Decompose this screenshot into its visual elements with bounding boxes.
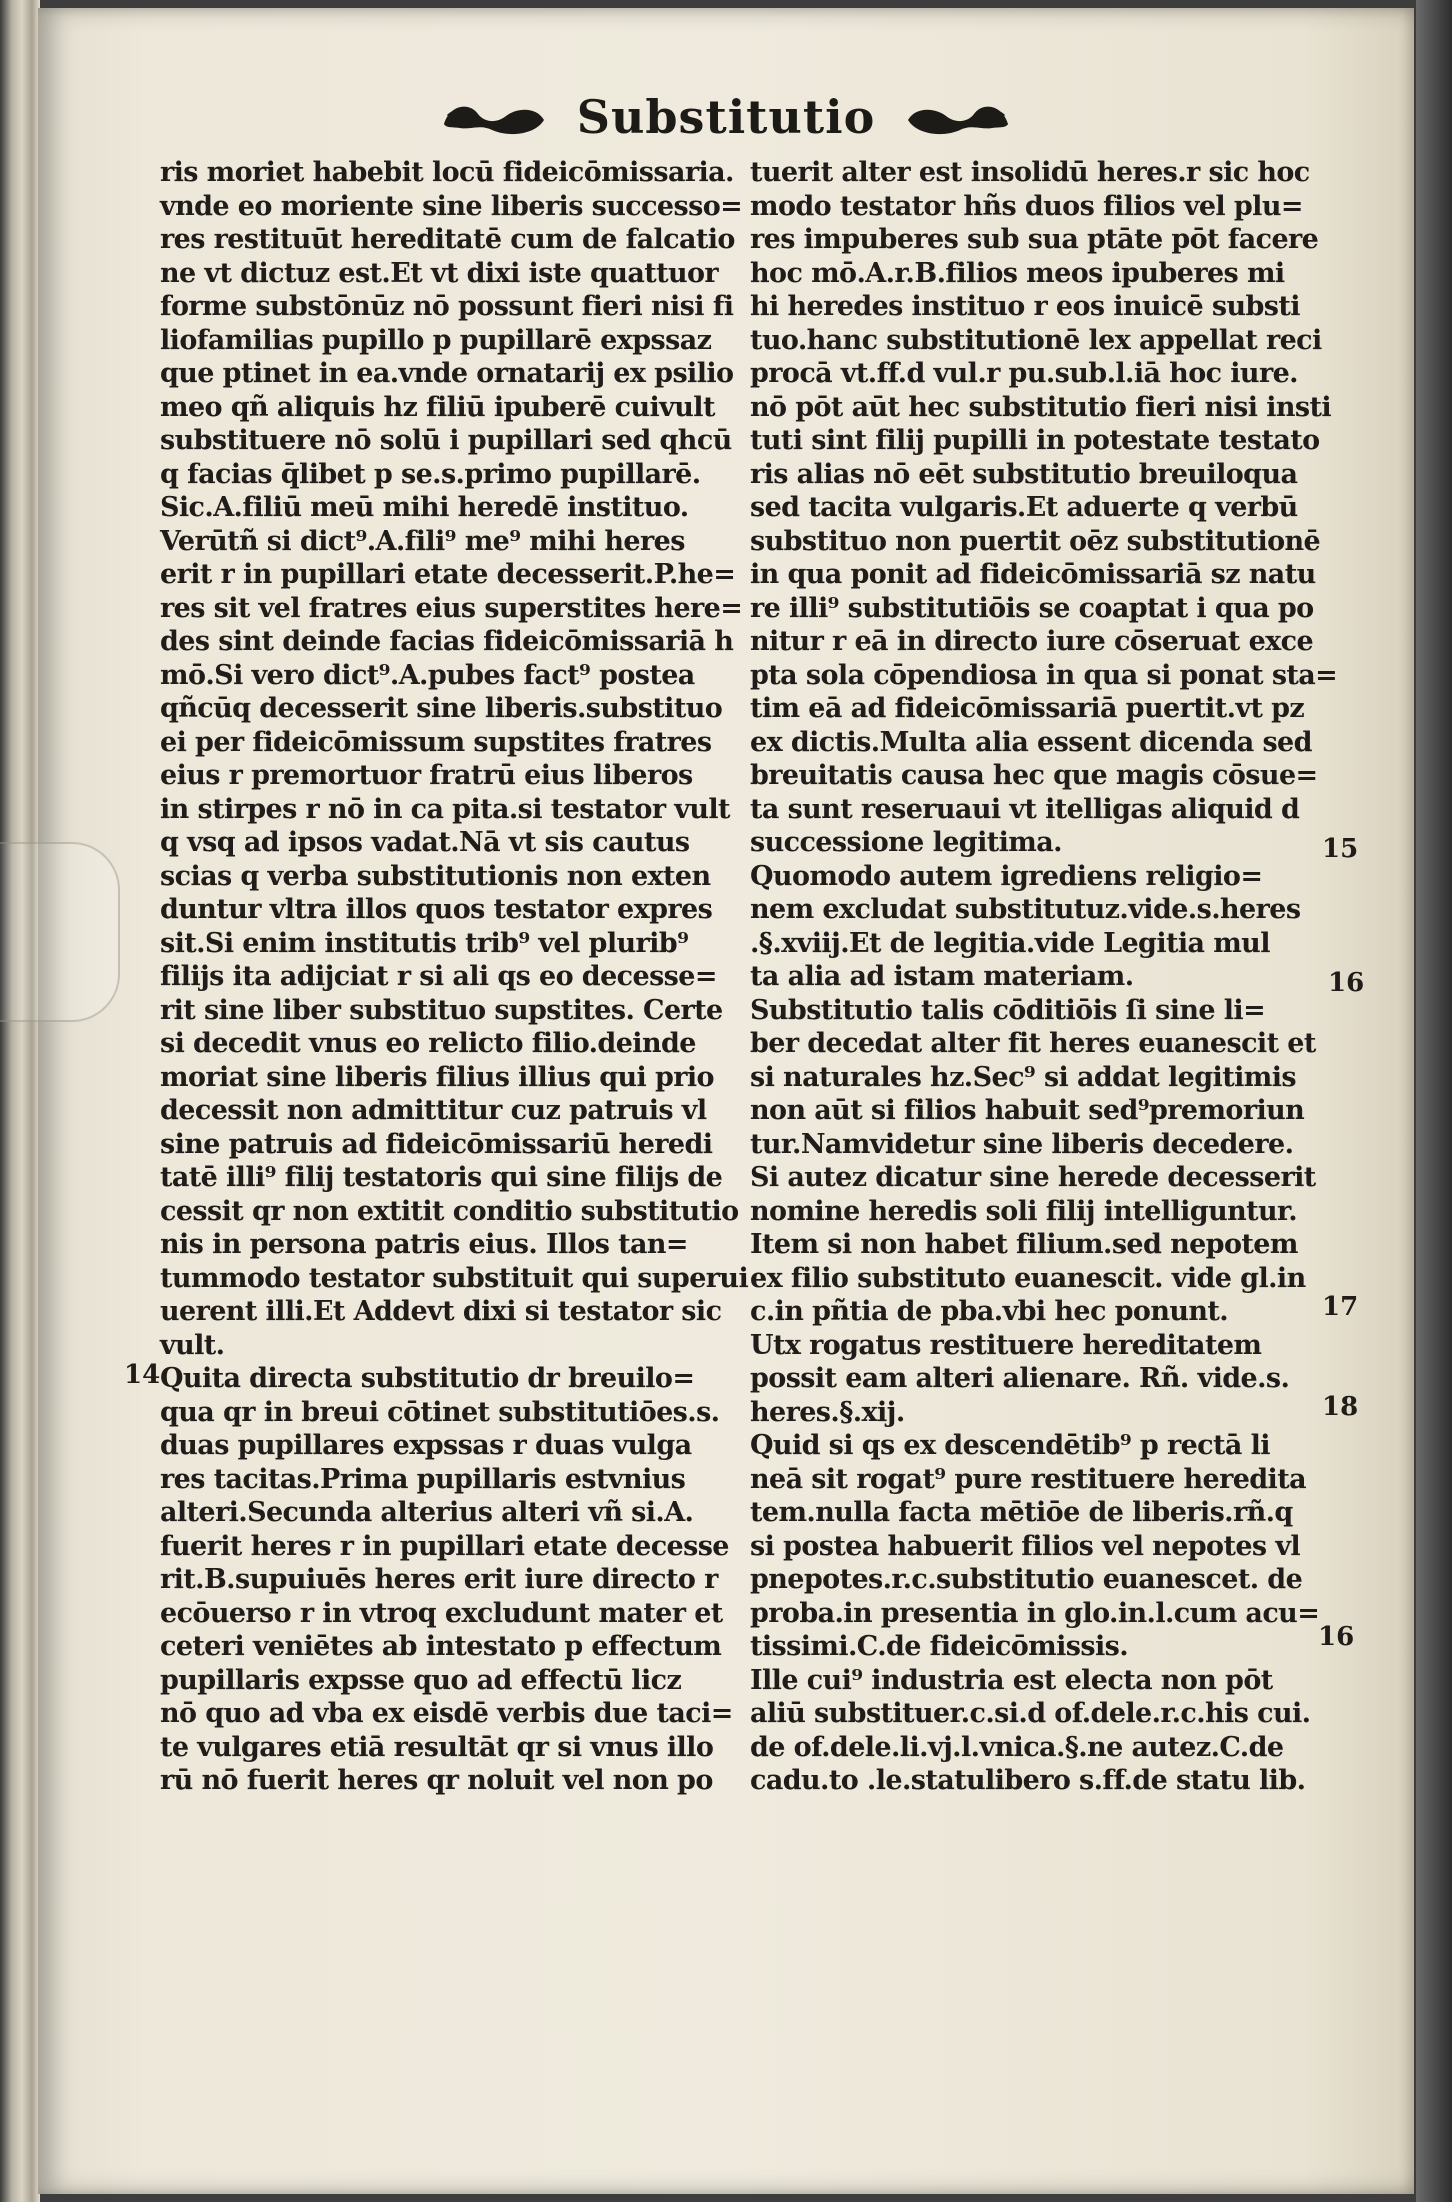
text-line: Item si non habet filium.sed nepotem: [750, 1229, 1298, 1260]
text-line: nō pōt aūt hec substitutio fieri nisi insti: [750, 391, 1332, 423]
text-line: hi heredes instituo r eos inuicē substi: [750, 291, 1300, 322]
text-line: tem.nulla facta mētiōe de liberis.rñ.q: [750, 1497, 1293, 1528]
margin-number: 18: [1322, 1392, 1359, 1422]
text-line: forme substōnūz nō possunt fieri nisi fi: [160, 291, 734, 322]
text-line: sine patruis ad fideicōmissariū heredi: [160, 1128, 713, 1160]
text-line: mō.Si vero dict⁹.A.pubes fact⁹ postea: [160, 659, 695, 691]
text-line: nomine heredis soli filij intelliguntur.: [750, 1195, 1297, 1227]
text-line: qua qr in breui cōtinet substitutiōes.s.: [160, 1396, 720, 1428]
text-line: q vsq ad ipsos vadat.Nā vt sis cautus: [160, 827, 690, 858]
text-line: ne vt dictuz est.Et vt dixi iste quattuor: [160, 257, 719, 289]
text-line: neā sit rogat⁹ pure restituere heredita: [750, 1463, 1306, 1495]
text-line: rū nō fuerit heres qr noluit vel non po: [160, 1765, 713, 1796]
text-line: modo testator hñs duos filios vel plu=: [750, 190, 1303, 222]
text-line: breuitatis causa hec que magis cōsue=: [750, 760, 1318, 791]
right-text-column: [750, 156, 1340, 1798]
text-line: alteri.Secunda alterius alteri vñ si.A.: [160, 1497, 694, 1528]
text-line: pnepotes.r.c.substitutio euanescet. de: [750, 1564, 1303, 1595]
right-ornament-icon: [902, 94, 1012, 140]
text-line: sit.Si enim institutis trib⁹ vel plurib⁹: [160, 927, 689, 959]
margin-number: 16: [1318, 1622, 1355, 1652]
text-line: cadu.to .le.statulibero s.ff.de statu lib.: [750, 1765, 1306, 1796]
text-line: ris alias nō eēt substitutio breuiloqua: [750, 458, 1298, 490]
text-line: tuti sint filij pupilli in potestate testato: [750, 425, 1320, 456]
text-line: erit r in pupillari etate decesserit.P.he=: [160, 559, 736, 590]
text-line: Quid si qs ex descendētib⁹ p rectā li: [750, 1430, 1270, 1461]
page-title: Substitutio: [576, 90, 876, 144]
left-ornament-icon: [440, 94, 550, 140]
text-line: Verūtñ si dict⁹.A.fili⁹ me⁹ mihi heres: [160, 525, 685, 557]
text-line: res restituūt hereditatē cum de falcatio: [160, 224, 735, 255]
page-clip: [0, 842, 120, 1022]
text-line: substituere nō solū i pupillari sed qhcū: [160, 425, 732, 456]
text-line: vnde eo moriente sine liberis successo=: [160, 190, 743, 222]
text-line: liofamilias pupillo p pupillarē expssaz: [160, 324, 712, 356]
text-line: re illi⁹ substitutiōis se coaptat i qua po: [750, 592, 1314, 624]
text-line: sed tacita vulgaris.Et aduerte q verbū: [750, 492, 1298, 523]
running-header: [38, 86, 1414, 144]
text-line: rit.B.supuiuēs heres erit iure directo r: [160, 1564, 718, 1595]
text-line: heres.§.xij.: [750, 1396, 905, 1428]
margin-number: 17: [1322, 1292, 1359, 1322]
text-line: si naturales hz.Sec⁹ si addat legitimis: [750, 1061, 1296, 1093]
text-line: ecōuerso r in vtroq excludunt mater et: [160, 1597, 723, 1629]
text-line: ex filio substituto euanescit. vide gl.in: [750, 1262, 1306, 1294]
text-line: Sic.A.filiū meū mihi heredē instituo.: [160, 492, 689, 523]
text-line: ex dictis.Multa alia essent dicenda sed: [750, 726, 1312, 758]
text-line: ris moriet habebit locū fideicōmissaria.: [160, 157, 734, 188]
text-line: decessit non admittitur cuz patruis vl: [160, 1095, 707, 1126]
text-line: ta alia ad istam materiam.: [750, 961, 1134, 992]
text-line: fuerit heres r in pupillari etate decesse: [160, 1530, 729, 1562]
text-line: tim eā ad fideicōmissariā puertit.vt pz: [750, 693, 1305, 724]
text-line: eius r premortuor fratrū eius liberos: [160, 760, 693, 791]
page: [38, 8, 1414, 2194]
text-line: Ille cui⁹ industria est electa non pōt: [750, 1664, 1273, 1696]
text-line: res impuberes sub sua ptāte pōt facere: [750, 224, 1319, 255]
text-line: ceteri veniētes ab intestato p effectum: [160, 1631, 722, 1662]
text-line: res sit vel fratres eius superstites here=: [160, 592, 743, 624]
text-line: tissimi.C.de fideicōmissis.: [750, 1631, 1129, 1662]
text-line: tur.Namvidetur sine liberis decedere.: [750, 1128, 1294, 1160]
book-edge: [0, 0, 40, 2202]
text-line: Substitutio talis cōditiōis ſi sine li=: [750, 994, 1266, 1026]
text-line: pta sola cōpendiosa in qua si ponat sta=: [750, 659, 1338, 691]
text-line: tuerit alter est insolidū heres.r sic hoc: [750, 157, 1310, 188]
text-line: non aūt si filios habuit sed⁹premoriun: [750, 1095, 1305, 1126]
text-line: nis in persona patris eius. Illos tan=: [160, 1229, 688, 1260]
text-line: ta sunt reseruaui vt itelligas aliquid d: [750, 793, 1300, 825]
text-line: possit eam alteri alienare. Rñ. vide.s.: [750, 1363, 1290, 1394]
text-line: nem excludat substitutuz.vide.s.heres: [750, 894, 1301, 925]
text-line: res tacitas.Prima pupillaris estvnius: [160, 1463, 686, 1495]
text-line: si postea habuerit filios vel nepotes vl: [750, 1530, 1301, 1562]
text-line: uerent illi.Et Addevt dixi si testator sic: [160, 1296, 722, 1327]
text-line: ei per fideicōmissum supstites fratres: [160, 726, 712, 758]
text-line: nō quo ad vba ex eisdē verbis due taci=: [160, 1698, 733, 1729]
text-line: tatē illi⁹ filij testatoris qui sine filijs de: [160, 1162, 723, 1193]
margin-number: 14: [124, 1360, 161, 1390]
text-line: si decedit vnus eo relicto filio.deinde: [160, 1028, 696, 1059]
text-line: pupillaris expsse quo ad effectū licz: [160, 1664, 682, 1696]
text-line: filijs ita adijciat r si ali qs eo decesse=: [160, 961, 717, 992]
text-line: in qua ponit ad fideicōmissariā sz natu: [750, 559, 1316, 590]
margin-number: 15: [1322, 834, 1359, 864]
text-line: meo qñ aliquis hz filiū ipuberē cuivult: [160, 391, 715, 423]
text-line: Quomodo autem igrediens religio=: [750, 860, 1263, 892]
text-line: rit sine liber substituo supstites. Certe: [160, 994, 723, 1026]
text-line: de of.dele.li.vj.l.vnica.§.ne autez.C.de: [750, 1731, 1284, 1763]
text-line: c.in pñtia de pba.vbi hec ponunt.: [750, 1296, 1229, 1327]
text-line: cessit qr non extitit conditio substitutio: [160, 1195, 739, 1227]
text-line: q facias q̄libet p se.s.primo pupillarē.: [160, 458, 701, 490]
left-text-column: [160, 156, 749, 1798]
text-line: qñcūq decesserit sine liberis.substituo: [160, 693, 723, 724]
text-line: te vulgares etiā resultāt qr si vnus illo: [160, 1731, 714, 1763]
text-line: des sint deinde facias fideicōmissariā h: [160, 626, 734, 657]
text-line: duas pupillares expssas r duas vulga: [160, 1430, 692, 1461]
text-line: Utx rogatus restituere hereditatem: [750, 1329, 1262, 1361]
text-line: que ptinet in ea.vnde ornatarij ex psilio: [160, 358, 734, 389]
text-line: successione legitima.: [750, 827, 1062, 858]
text-line: tummodo testator substituit qui superui: [160, 1262, 749, 1294]
text-line: proba.in presentia in glo.in.l.cum acu=: [750, 1597, 1320, 1629]
text-line: Si autez dicatur sine herede decesserit: [750, 1162, 1316, 1193]
text-line: hoc mō.A.r.B.filios meos ipuberes mi: [750, 257, 1285, 289]
page-gutter-shadow: [1416, 0, 1452, 2202]
text-line: in stirpes r nō in ca pita.si testator vult: [160, 793, 730, 825]
text-line: tuo.hanc substitutionē lex appellat reci: [750, 324, 1322, 356]
text-line: Quita directa substitutio dr breuilo=: [160, 1363, 695, 1394]
text-line: procā vt.ff.d vul.r pu.sub.l.iā hoc iure.: [750, 358, 1298, 389]
text-line: .§.xviij.Et de legitia.vide Legitia mul: [750, 927, 1270, 959]
text-line: nitur r eā in directo iure cōseruat exce: [750, 626, 1314, 657]
margin-number: 16: [1328, 968, 1365, 998]
text-line: aliū substituer.c.si.d of.dele.r.c.his cui.: [750, 1698, 1311, 1729]
text-line: ber decedat alter fit heres euanescit et: [750, 1028, 1316, 1059]
text-line: moriat sine liberis filius illius qui prio: [160, 1061, 714, 1093]
text-line: substituo non puertit oēz substitutionē: [750, 525, 1321, 557]
text-line: vult.: [160, 1329, 225, 1361]
text-line: scias q verba substitutionis non exten: [160, 860, 711, 892]
text-line: duntur vltra illos quos testator expres: [160, 894, 713, 925]
